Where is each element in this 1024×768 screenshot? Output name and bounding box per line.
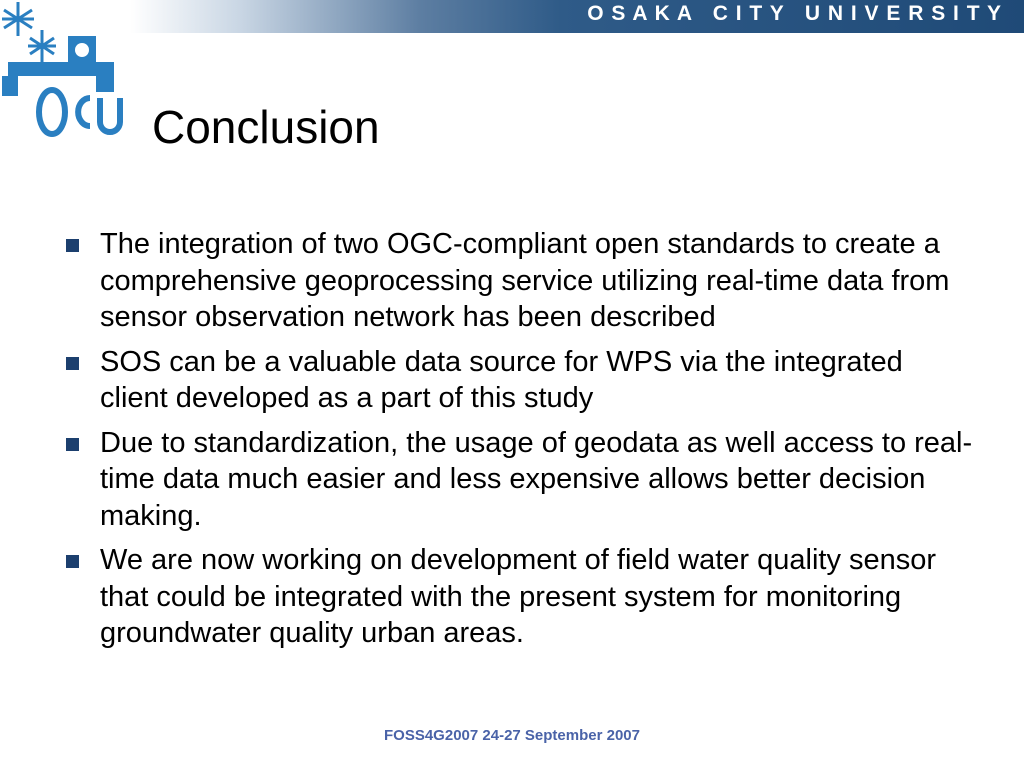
square-bullet-icon	[66, 438, 79, 451]
square-bullet-icon	[66, 357, 79, 370]
footer-event-info: FOSS4G2007 24-27 September 2007	[384, 727, 640, 744]
osaka-city-university-logo	[0, 0, 130, 142]
bullet-text: SOS can be a valuable data source for WPS via the integrated client developed as a part of this study	[100, 345, 903, 414]
bullet-text: We are now working on development of field water quality sensor that could be integrated with the present system for monitoring groundwater quality urban areas.	[100, 544, 937, 649]
university-banner	[0, 0, 1024, 33]
bullet-item	[60, 226, 975, 336]
square-bullet-icon	[66, 555, 79, 568]
bullet-list	[60, 226, 975, 660]
square-bullet-icon	[66, 239, 79, 252]
bullet-item	[60, 344, 975, 417]
slide-title: Conclusion	[152, 101, 380, 153]
bullet-item	[60, 425, 975, 535]
bullet-text: The integration of two OGC-compliant open standards to create a comprehensive geoprocessing service utilizing real-time data from sensor observation network has been described	[100, 228, 950, 333]
university-name: O S A K A C I T Y U N I V E R S I T Y	[587, 2, 1002, 25]
bullet-text: Due to standardization, the usage of geodata as well access to real-time data much easier and less expensive allows better decision making.	[100, 426, 973, 532]
bullet-item	[60, 542, 975, 652]
